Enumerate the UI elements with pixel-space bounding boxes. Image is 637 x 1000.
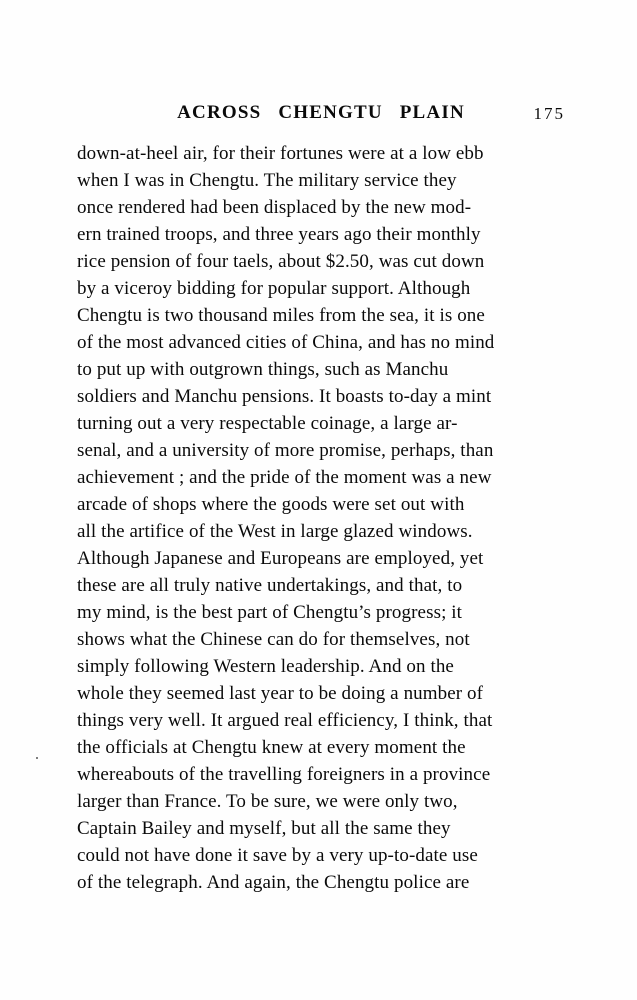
body-line: my mind, is the best part of Chengtu’s progress; it: [77, 602, 463, 623]
body-line: could not have done it save by a very up-to-date use: [77, 845, 478, 866]
body-line: Chengtu is two thousand miles from the sea, it is one: [77, 305, 485, 326]
body-line: whole they seemed last year to be doing a number of: [77, 683, 484, 704]
body-line: soldiers and Manchu pensions. It boasts to-day a mint: [77, 386, 492, 407]
body-line: when I was in Chengtu. The military service they: [77, 170, 457, 191]
body-line: things very well. It argued real efficiency, I think, that: [77, 710, 493, 731]
body-line: Although Japanese and Europeans are employed, yet: [77, 548, 484, 569]
running-head-title: ACROSS CHENGTU PLAIN: [177, 102, 465, 123]
body-text: [77, 140, 565, 896]
body-line: Captain Bailey and myself, but all the same they: [77, 818, 451, 839]
body-line: arcade of shops where the goods were set out with: [77, 494, 465, 515]
body-line: ern trained troops, and three years ago their monthly: [77, 224, 481, 245]
body-line: achievement ; and the pride of the moment was a new: [77, 467, 492, 488]
body-line: all the artifice of the West in large glazed windows.: [77, 521, 473, 542]
page-number: 175: [533, 104, 565, 123]
body-line: senal, and a university of more promise, perhaps, than: [77, 440, 494, 461]
body-line: down-at-heel air, for their fortunes were at a low ebb: [77, 143, 484, 164]
text-block: [77, 101, 565, 896]
page-header: [77, 101, 565, 128]
body-line: by a viceroy bidding for popular support. Although: [77, 278, 471, 299]
body-line: once rendered had been displaced by the new mod-: [77, 197, 472, 218]
body-line: whereabouts of the travelling foreigners in a province: [77, 764, 491, 785]
body-line: turning out a very respectable coinage, a large ar-: [77, 413, 458, 434]
body-line: of the most advanced cities of China, and has no mind: [77, 332, 495, 353]
body-line: of the telegraph. And again, the Chengtu police are: [77, 872, 470, 893]
body-line: shows what the Chinese can do for themselves, not: [77, 629, 470, 650]
body-line: larger than France. To be sure, we were only two,: [77, 791, 458, 812]
body-line: rice pension of four taels, about $2.50, was cut down: [77, 251, 485, 272]
body-line: these are all truly native undertakings, and that, to: [77, 575, 463, 596]
scan-artifact-dot: [36, 757, 38, 759]
body-line: to put up with outgrown things, such as Manchu: [77, 359, 449, 380]
body-line: simply following Western leadership. And on the: [77, 656, 454, 677]
body-line: the officials at Chengtu knew at every moment the: [77, 737, 466, 758]
